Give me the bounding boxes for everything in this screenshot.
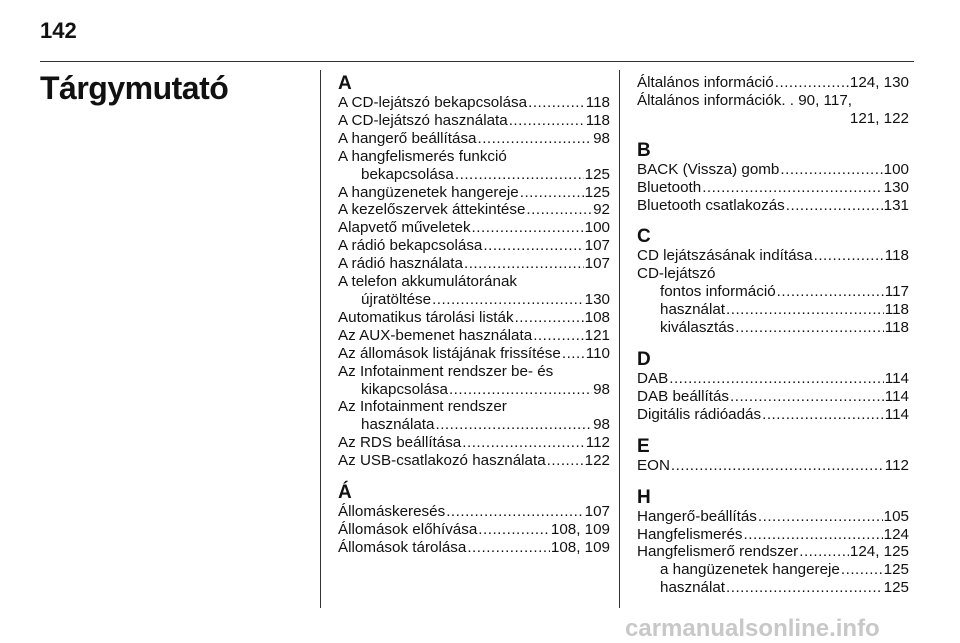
index-entry: Automatikus tárolási listák ..... 108 <box>338 309 610 327</box>
watermark: carmanualsonline.info <box>625 615 880 642</box>
index-entry: Állomások előhívása ..... 108, 109 <box>338 521 610 539</box>
index-entry: Az USB-csatlakozó használata ..... 122 <box>338 452 610 470</box>
index-entry: A CD-lejátszó használata ..... 118 <box>338 112 610 130</box>
index-entry: Hangfelismerő rendszer ..... 124, 125 <box>637 543 909 561</box>
index-entry-heading: A hangfelismerés funkció <box>338 147 507 165</box>
index-entry: kikapcsolása ..... 98 <box>338 381 610 399</box>
index-letter-b: B <box>637 139 651 161</box>
index-letter-c: C <box>637 226 651 248</box>
index-entry: BACK (Vissza) gomb ..... 100 <box>637 161 909 179</box>
index-entry: bekapcsolása ..... 125 <box>338 166 610 184</box>
page-number: 142 <box>40 18 77 43</box>
index-entry-heading: CD-lejátszó <box>637 265 716 283</box>
header-divider <box>40 61 914 62</box>
index-entry: A hangüzenetek hangereje ..... 125 <box>338 184 610 202</box>
index-entry: Alapvető műveletek ..... 100 <box>338 219 610 237</box>
index-entry: Hangerő-beállítás ..... 105 <box>637 508 909 526</box>
index-entry: használat ..... 125 <box>637 579 909 597</box>
index-entry: A kezelőszervek áttekintése ..... 92 <box>338 201 610 219</box>
index-entry: kiválasztás ..... 118 <box>637 319 909 337</box>
index-entry: A hangerő beállítása ..... 98 <box>338 130 610 148</box>
index-entry: Digitális rádióadás ..... 114 <box>637 406 909 424</box>
index-entry: Állomások tárolása ..... 108, 109 <box>338 539 610 557</box>
index-column-1 <box>338 74 610 557</box>
index-entry: CD lejátszásának indítása ..... 118 <box>637 247 909 265</box>
index-letter-e: E <box>637 435 650 457</box>
index-entry: Állomáskeresés ..... 107 <box>338 503 610 521</box>
section-title: Tárgymutató <box>40 70 229 106</box>
index-entry: használat ..... 118 <box>637 301 909 319</box>
index-entry: újratöltése ..... 130 <box>338 291 610 309</box>
index-entry: A rádió bekapcsolása ..... 107 <box>338 237 610 255</box>
index-entry-heading: Az Infotainment rendszer <box>338 398 507 416</box>
index-entry: Az állomások listájának frissítése ..... 110 <box>338 345 610 363</box>
index-column-2 <box>637 74 909 597</box>
index-letter-h: H <box>637 486 651 508</box>
index-entry-continuation: 121, 122 <box>849 109 909 127</box>
index-entry: Az RDS beállítása ..... 112 <box>338 434 610 452</box>
index-entry: DAB beállítás ..... 114 <box>637 388 909 406</box>
index-entry: EON ..... 112 <box>637 457 909 475</box>
index-entry: Bluetooth ..... 130 <box>637 179 909 197</box>
index-entry: A CD-lejátszó bekapcsolása ..... 118 <box>338 94 610 112</box>
index-entry: Az AUX-bemenet használata ..... 121 <box>338 327 610 345</box>
index-entry-heading: Általános információk. . 90, 117, <box>637 91 852 109</box>
index-entry: Hangfelismerés ..... 124 <box>637 526 909 544</box>
index-entry: Bluetooth csatlakozás ..... 131 <box>637 197 909 215</box>
index-entry: Általános információ ..... 124, 130 <box>637 74 909 92</box>
index-entry: A rádió használata ..... 107 <box>338 255 610 273</box>
index-entry-heading: A telefon akkumulátorának <box>338 273 517 291</box>
index-entry: DAB ..... 114 <box>637 370 909 388</box>
column-divider-right <box>619 70 620 608</box>
index-entry: fontos információ ..... 117 <box>637 283 909 301</box>
index-letter-a-acute: Á <box>338 482 352 504</box>
index-entry: használata ..... 98 <box>338 416 610 434</box>
index-letter-a: A <box>338 73 352 94</box>
index-letter-d: D <box>637 348 651 370</box>
index-entry: a hangüzenetek hangereje ..... 125 <box>637 561 909 579</box>
column-divider-left <box>320 70 321 608</box>
index-entry-heading: Az Infotainment rendszer be- és <box>338 362 554 380</box>
